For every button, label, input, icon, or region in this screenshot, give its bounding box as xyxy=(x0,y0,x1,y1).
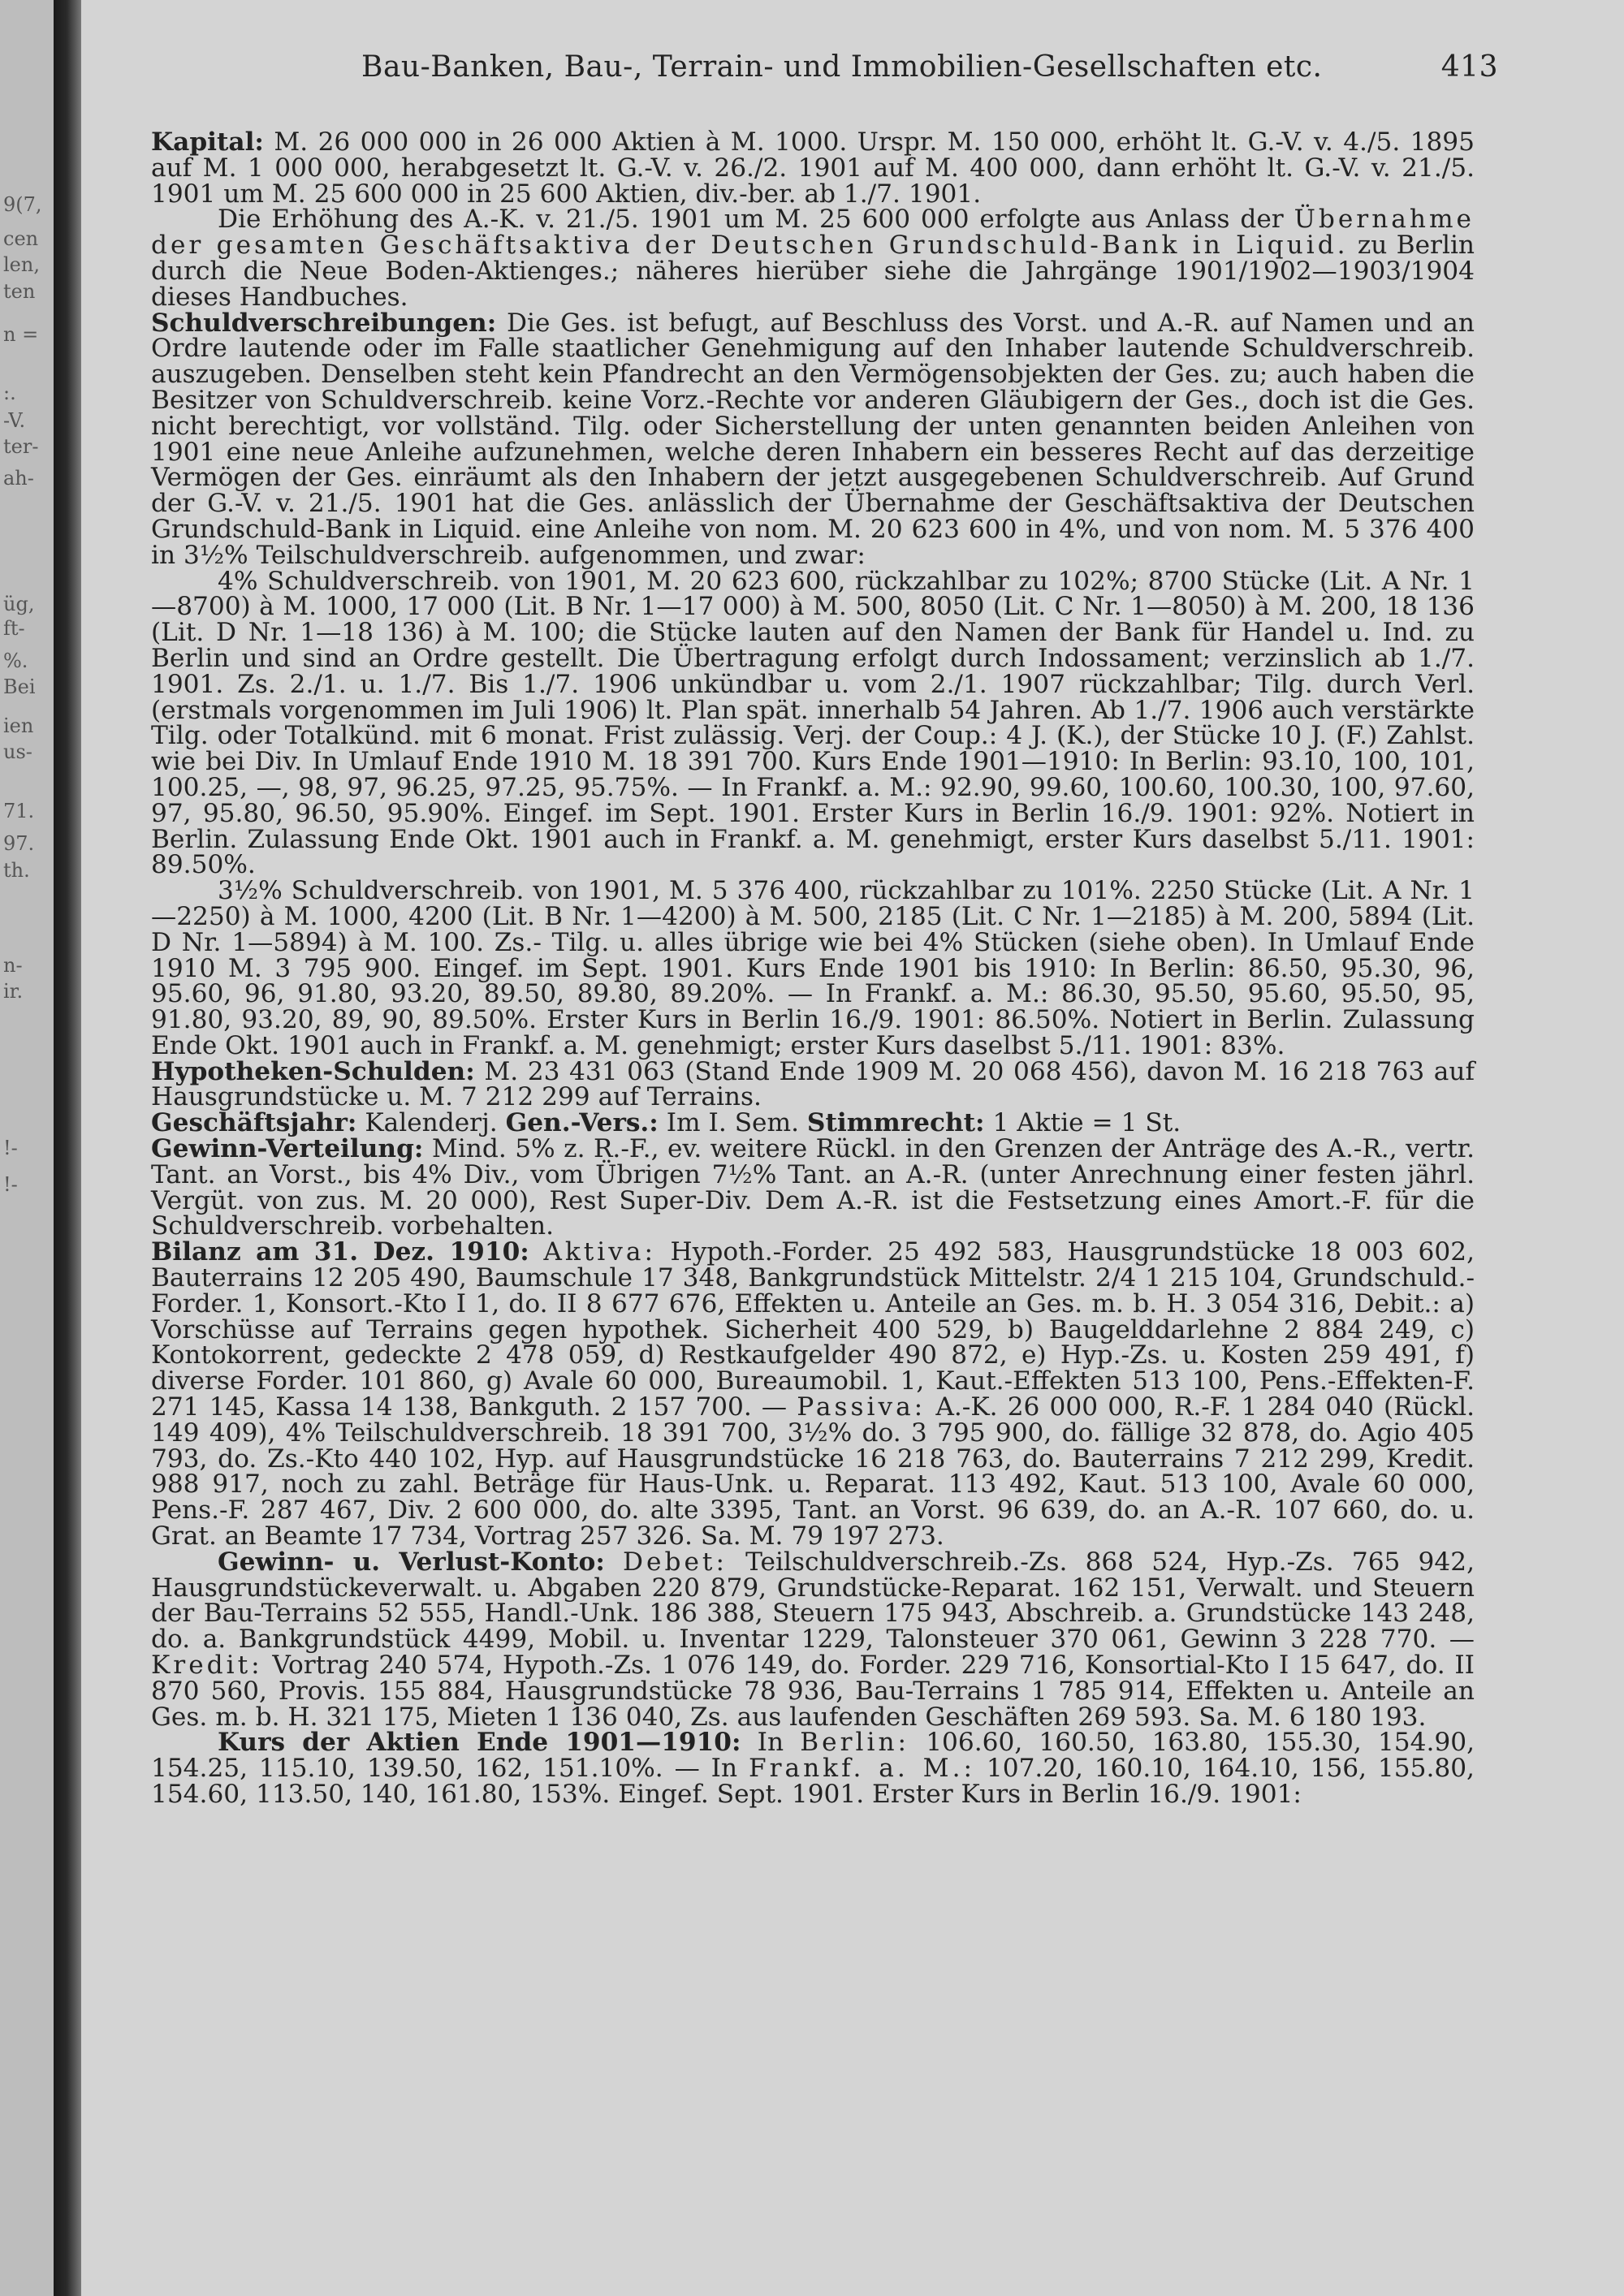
fragment: !- xyxy=(3,1137,18,1159)
paragraph-text: In xyxy=(757,1728,784,1758)
paragraph-kurs xyxy=(151,1730,1475,1807)
paragraph-text: Vortrag 240 574, Hypoth.-Zs. 1 076 149, do. Forder. 229 716, Konsortial-Kto I 15 647, do. II 870 560, Provis. 155 884, Hausgrundstücke 78 936, Bau-Terrains 1 785 914, Effekten u. Anteile an Ges. m. b. H. 321 175, Mieten 1 136 040, Zs. aus laufenden Geschäften 269 593. Sa. M. 6 180 193. xyxy=(151,1651,1475,1732)
paragraph-gewinnverteilung xyxy=(151,1134,1475,1241)
paragraph-text: Mind. 5% z. R.-F., ev. weitere Rückl. in den Grenzen der Anträge des A.-R., vertr. Tant. an Vorst., bis 4% Div., vom Übrigen 7½% Tant. an A.-R. (unter Anrechnung einer festen jährl. Vergüt. von zus. M. 20 000), Rest Super-Div. Dem A.-R. ist die Festsetzung eines Amort.-F. für die Schuldverschreib. vorbehalten. xyxy=(151,1134,1475,1241)
fragment: ien xyxy=(3,714,34,737)
spaced-text: Aktiva: xyxy=(543,1237,656,1267)
running-header xyxy=(361,50,1498,89)
fragment: us- xyxy=(3,740,32,763)
fragment: üg, xyxy=(3,593,35,615)
paragraph-text: Die Erhöhung des A.-K. v. 21./5. 1901 um M. 25 600 000 erfolgte aus Anlass der xyxy=(218,205,1284,235)
section-label: Stimmrecht: xyxy=(806,1108,985,1138)
paragraph-text: 4% Schuldverschreib. von 1901, M. 20 623 600, rückzahlbar zu 102%; 8700 Stücke (Lit. A Nr. 1—8700) à M. 1000, 17 000 (Lit. B Nr. 1—17 000) à M. 500, 8050 (Lit. C Nr. 1—8050) à M. 200, 18 136 (Lit. D Nr. 1—18 136) à M. 100; die Stücke lauten auf den Namen der Bank für Handel u. Ind. zu Berlin und sind an Ordre gestellt. Die Übertragung erfolgt durch Indossament; verzinslich ab 1./7. 1901. Zs. 2./1. u. 1./7. Bis 1./7. 1906 unkündbar u. vom 2./1. 1907 rückzahlbar; Tilg. durch Verl. (erstmals vorgenommen im Juli 1906) lt. Plan spät. innerhalb 54 Jahren. Ab 1./7. 1906 auch verstärkte Tilg. oder Totalkünd. mit 6 monat. Frist zulässig. Verj. der Coup.: 4 J. (K.), der Stücke 10 J. (F.) Zahlst. wie bei Div. In Umlauf Ende 1910 M. 18 391 700. Kurs Ende 1901—1910: In Berlin: 93.10, 100, 101, 100.25, —, 98, 97, 96.25, 97.25, 95.75%. — In Frankf. a. M.: 92.90, 99.60, 100.60, 100.30, 100, 97.60, 97, 95.80, 96.50, 95.90%. Eingef. im Sept. 1901. Erster Kurs in Berlin 16./9. 1901: 92%. Notiert in Berlin. Zulassung Ende Okt. 1901 auch in Frankf. a. M. genehmigt, erster Kurs daselbst 5./11. 1901: 89.50%. xyxy=(151,566,1475,880)
paragraph-text: M. 23 431 063 (Stand Ende 1909 M. 20 068 456), davon M. 16 218 763 auf Hausgrundstücke u. M. 7 212 299 auf Terrains. xyxy=(151,1056,1475,1112)
fragment: 97. xyxy=(3,832,35,855)
fragment: ter- xyxy=(3,435,39,458)
section-label: Schuldverschreibungen: xyxy=(151,308,497,338)
header-title: Bau-Banken, Bau-, Terrain- und Immobilien-Gesellschaften etc. xyxy=(361,50,1323,84)
adjacent-page-strip xyxy=(0,0,54,2296)
paragraph-text: Kalenderj. xyxy=(365,1108,498,1138)
paragraph-schuldverschreibungen xyxy=(151,308,1475,570)
fragment: Bei xyxy=(3,675,36,698)
paragraph-text: 3½% Schuldverschreib. von 1901, M. 5 376 400, rückzahlbar zu 101%. 2250 Stücke (Lit. A Nr. 1—2250) à M. 1000, 4200 (Lit. B Nr. 1—4200) à M. 500, 2185 (Lit. C Nr. 1—2185) à M. 200, 5894 (Lit. D Nr. 1—5894) à M. 100. Zs.- Tilg. u. alles übrige wie bei 4% Stücken (siehe oben). In Umlauf Ende 1910 M. 3 795 900. Eingef. im Sept. 1901. Kurs Ende 1901 bis 1910: In Berlin: 86.50, 95.30, 96, 95.60, 96, 91.80, 93.20, 89.50, 89.80, 89.20%. — In Frankf. a. M.: 86.30, 95.50, 95.60, 95.50, 95, 91.80, 93.20, 89, 90, 89.50%. Erster Kurs in Berlin 16./9. 1901: 86.50%. Notiert in Berlin. Zulassung Ende Okt. 1901 auch in Frankf. a. M. genehmigt; erster Kurs daselbst 5./11. 1901: 83%. xyxy=(151,876,1475,1060)
spaced-text: Passiva: xyxy=(797,1392,926,1422)
paragraph-text: 106.60, 160.50, 163.80, 155.30, 154.90, 154.25, 115.10, 139.50, 162, 151.10%. — In xyxy=(151,1728,1475,1784)
body-text xyxy=(151,127,1475,1809)
section-label: Gen.-Vers.: xyxy=(505,1108,659,1138)
fragment: n- xyxy=(3,954,23,977)
paragraph-anleihe-4 xyxy=(151,566,1475,880)
paragraph-kapital xyxy=(151,127,1475,209)
section-label: Kurs der Aktien Ende 1901—1910: xyxy=(218,1728,741,1758)
fragment: ten xyxy=(3,280,36,303)
fragment: 71. xyxy=(3,800,35,822)
paragraph-hypotheken xyxy=(151,1056,1475,1112)
section-label: Kapital: xyxy=(151,127,264,157)
fragment: :. xyxy=(3,382,16,404)
fragment: 9(7, xyxy=(3,193,42,216)
spaced-text: Kredit: xyxy=(151,1651,263,1681)
fragment: len, xyxy=(3,253,40,276)
paragraph-text: 1 Aktie = 1 St. xyxy=(992,1108,1181,1138)
fragment: ir. xyxy=(3,980,24,1003)
spaced-text: Debet: xyxy=(623,1547,728,1577)
fragment: ft- xyxy=(3,617,25,640)
fragment: !- xyxy=(3,1173,18,1196)
book-page xyxy=(81,0,1624,2296)
paragraph-text: Teilschuldverschreib.-Zs. 868 524, Hyp.-Zs. 765 942, Hausgrundstückeverwalt. u. Abgaben 220 879, Grundstücke-Reparat. 162 151, Verwalt. und Steuern der Bau-Terrains 52 555, Handl.-Unk. 186 388, Steuern 175 943, Abschreib. a. Grundstücke 143 248, do. a. Bankgrundstück 4499, Mobil. u. Inventar 1229, Talonsteuer 370 061, Gewinn 3 228 770. — xyxy=(151,1547,1475,1655)
fragment: -V. xyxy=(3,409,26,432)
paragraph-anleihe-3-5 xyxy=(151,878,1475,1060)
section-label: Geschäftsjahr: xyxy=(151,1108,357,1138)
section-label: Gewinn- u. Verlust-Konto: xyxy=(218,1547,605,1577)
paragraph-text: 107.20, 160.10, 164.10, 156, 155.80, 154.60, 113.50, 140, 161.80, 153%. Eingef. Sept. 1901. Erster Kurs in Berlin 16./9. 1901: xyxy=(151,1754,1475,1809)
section-label: Bilanz am 31. Dez. 1910: xyxy=(151,1237,529,1267)
paragraph-bilanz xyxy=(151,1237,1475,1552)
paragraph-text: Die Ges. ist befugt, auf Beschluss des Vorst. und A.-R. auf Namen und an Ordre lautende oder im Falle staatlicher Genehmigung auf den Inhaber lautende Schuldverschreib. auszugeben. Denselben steht kein Pfandrecht an den Vermögensobjekten der Ges. zu; auch haben die Besitzer von Schuldverschreib. keine Vorz.-Rechte vor anderen Gläubigern der Ges., doch ist die Ges. nicht berechtigt, vor vollständ. Tilg. oder Sicherstellung der unten genannten beiden Anleihen von 1901 eine neue Anleihe aufzunehmen, welche deren Inhabern ein besseres Recht auf das derzeitige Vermögen der Ges. einräumt als den Inhabern der jetzt ausgegebenen Schuldverschreib. Auf Grund der G.-V. v. 21./5. 1901 hat die Ges. anlässlich der Übernahme der Geschäftsaktiva der Deutschen Grundschuld-Bank in Liquid. eine Anleihe von nom. M. 20 623 600 in 4%, und von nom. M. 5 376 400 in 3½% Teilschuldverschreib. aufgenommen, und zwar: xyxy=(151,308,1475,570)
paragraph-guv xyxy=(151,1547,1475,1732)
fragment: th. xyxy=(3,859,30,882)
section-label: Hypotheken-Schulden: xyxy=(151,1056,475,1086)
section-label: Gewinn-Verteilung: xyxy=(151,1134,424,1164)
paragraph-erhoehung xyxy=(151,207,1475,310)
paragraph-geschaeftsjahr xyxy=(151,1108,1475,1138)
paragraph-text: Hypoth.-Forder. 25 492 583, Hausgrundstücke 18 003 602, Bauterrains 12 205 490, Baumschule 17 348, Bankgrundstück Mittelstr. 2/4 1 215 104, Grundschuld.-Forder. 1, Konsort.-Kto I 1, do. II 8 677 676, Effekten u. Anteile an Ges. m. b. H. 3 054 316, Debit.: a) Vorschüsse auf Terrains gegen hypothek. Sicherheit 400 529, b) Baugelddarlehne 2 884 249, c) Kontokorrent, gedeckte 2 478 059, d) Restkaufgelder 490 872, e) Hyp.-Zs. u. Kosten 259 491, f) diverse Forder. 101 860, g) Avale 60 000, Bureaumobil. 1, Kaut.-Effekten 513 100, Pens.-Effekten-F. 271 145, Kassa 14 138, Bankguth. 2 157 700. — xyxy=(151,1237,1475,1422)
spaced-text: Frankf. a. M.: xyxy=(748,1754,976,1784)
paragraph-text: M. 26 000 000 in 26 000 Aktien à M. 1000. Urspr. M. 150 000, erhöht lt. G.-V. v. 4./5. 1895 auf M. 1 000 000, herabgesetzt lt. G.-V. v. 26./2. 1901 auf M. 400 000, dann erhöht lt. G.-V. v. 21./5. 1901 um M. 25 600 000 in 25 600 Aktien, div.-ber. ab 1./7. 1901. xyxy=(151,127,1475,209)
page-number: 413 xyxy=(1440,50,1498,84)
paragraph-text: Im I. Sem. xyxy=(666,1108,799,1138)
fragment: ah- xyxy=(3,467,34,490)
spaced-text: Berlin: xyxy=(800,1728,910,1758)
paragraph-text: zu Berlin durch die Neue Boden-Aktienges.; näheres hierüber siehe die Jahrgänge 1901/1902—1903/1904 dieses Handbuches. xyxy=(151,231,1475,312)
fragment: %. xyxy=(3,650,28,672)
fragment: cen xyxy=(3,227,39,250)
spaced-text: Übernahme der gesamten Geschäftsaktiva der Deutschen Grundschuld-Bank in Liquid. xyxy=(151,205,1475,261)
fragment: n = xyxy=(3,323,39,346)
paragraph-text: A.-K. 26 000 000, R.-F. 1 284 040 (Rückl. 149 409), 4% Teilschuldverschreib. 18 391 700, 3½% do. 3 795 900, do. fällige 32 878, do. Agio 405 793, do. Zs.-Kto 440 102, Hyp. auf Hausgrundstücke 16 218 763, do. Bauterrains 7 212 299, Kredit. 988 917, noch zu zahl. Beträge für Haus-Unk. u. Reparat. 113 492, Kaut. 513 100, Avale 60 000, Pens.-F. 287 467, Div. 2 600 000, do. alte 3395, Tant. an Vorst. 96 639, do. an A.-R. 107 660, do. u. Grat. an Beamte 17 734, Vortrag 257 326. Sa. M. 79 197 273. xyxy=(151,1392,1475,1552)
